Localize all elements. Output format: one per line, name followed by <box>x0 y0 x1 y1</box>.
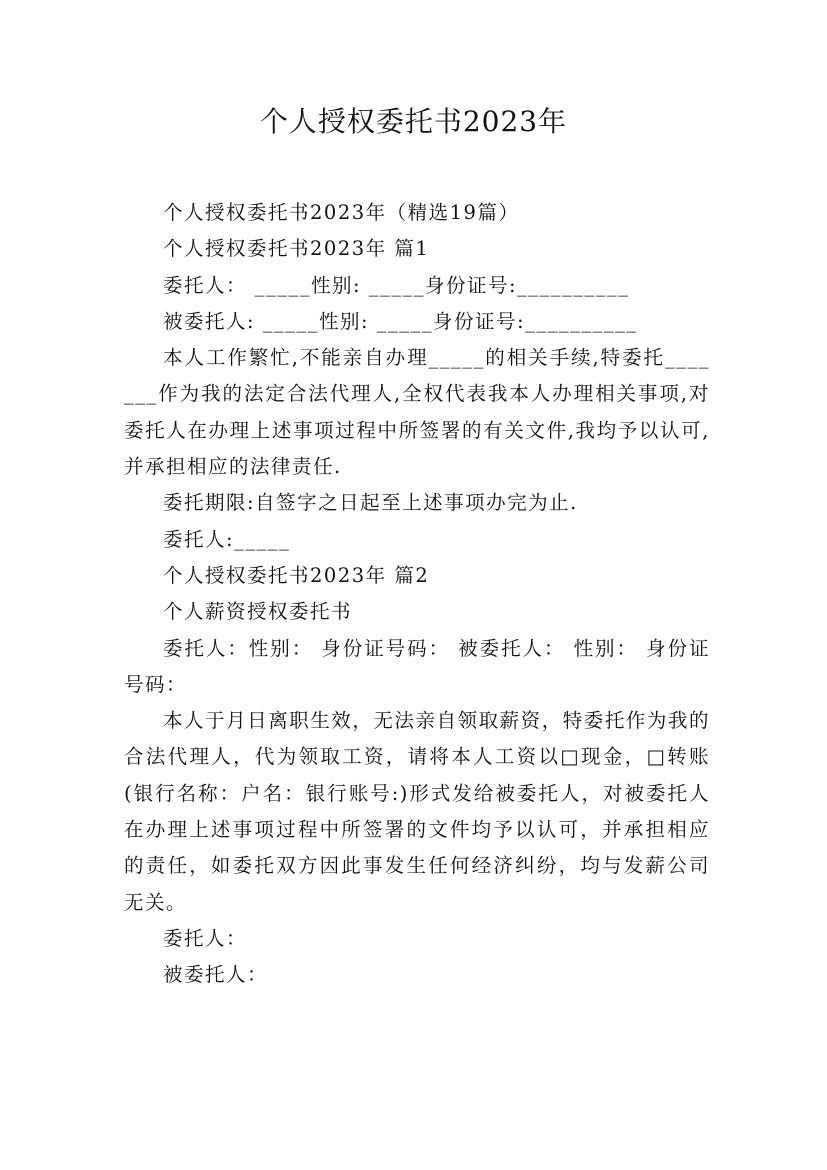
document-body <box>124 195 710 994</box>
salary-parties-line: 委托人：性别： 身份证号码： 被委托人： 性别： 身份证号码： <box>124 636 710 696</box>
salary-authorization-title: 个人薪资授权委托书 <box>163 600 353 624</box>
document-title: 个人授权委托书2023年 <box>259 105 568 138</box>
paragraph-intro: 个人授权委托书2023年（精选19篇） <box>163 201 520 224</box>
agent-info-line: 被委托人: _____性别: _____身份证号:__________ <box>163 309 638 333</box>
principal-label: 委托人： <box>163 926 248 950</box>
salary-authorization-paragraph: 本人于月日离职生效，无法亲自领取薪资，特委托作为我的合法代理人，代为领取工资，请将本人工资以□现金，□转账(银行名称：户名：银行账号:)形式发给被委托人，对被委托人在办理上述事项过程中所签署的文件均予以认可，并承担相应的责任，如委托双方因此事发生任何经济纠纷，均与发薪公司无关。 <box>124 709 710 914</box>
principal-signature-line: 委托人:_____ <box>163 527 291 551</box>
section-heading-1: 个人授权委托书2023年 篇1 <box>163 237 430 261</box>
principal-info-line: 委托人： _____性别: _____身份证号:__________ <box>163 273 630 297</box>
authorization-period: 委托期限:自签字之日起至上述事项办完为止. <box>163 491 578 515</box>
section-heading-2: 个人授权委托书2023年 篇2 <box>163 563 430 587</box>
agent-label: 被委托人： <box>163 963 269 987</box>
authorization-paragraph: 本人工作繁忙,不能亲自办理_____的相关手续,特委托_______作为我的法定合法代理人,全权代表我本人办理相关事项,对委托人在办理上述事项过程中所签署的有关文件,我均予以认可,并承担相应的法律责任. <box>124 346 710 479</box>
